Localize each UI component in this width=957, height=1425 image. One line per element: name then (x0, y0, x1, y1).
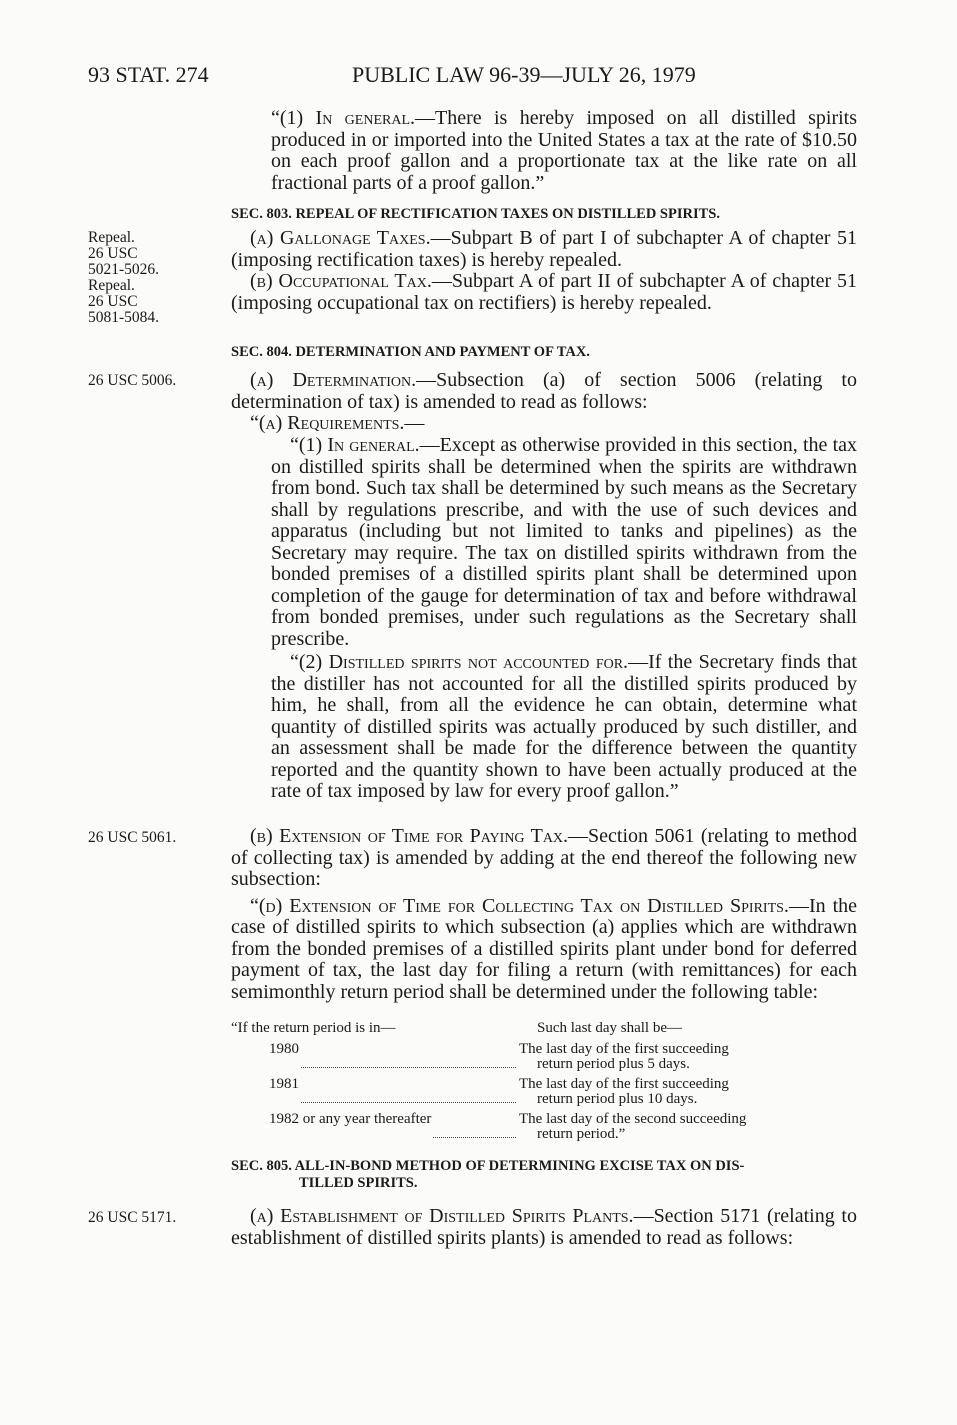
margin-note-usc: 26 USC (88, 293, 138, 310)
paragraph-lead: (a) Determination. (250, 369, 417, 391)
statute-page-number: 93 STAT. 274 (88, 62, 209, 87)
section-heading: SEC. 803. REPEAL OF RECTIFICATION TAXES ON DISTILLED SPIRITS. (231, 206, 720, 222)
section-803-b (231, 271, 857, 314)
table-cell-year: 1981 (269, 1076, 299, 1092)
section-804-a-1 (271, 435, 857, 803)
table-cell-rule: The last day of the second succeeding (519, 1111, 747, 1127)
paragraph-lead: “(2) Distilled spirits not accounted for. (290, 651, 629, 673)
table-cell-rule: The last day of the first succeeding (519, 1076, 729, 1092)
section-heading-cont: TILLED SPIRITS. (299, 1175, 418, 1191)
table-cell-year: 1982 or any year thereafter (269, 1111, 432, 1127)
section-803-a (231, 228, 857, 271)
section-804-a (231, 370, 857, 435)
table-cell-rule: The last day of the first succeeding (519, 1041, 729, 1057)
section-805-heading (231, 1158, 857, 1192)
paragraph-text: —Subpart B of part I of subchapter A of chapter 51 (imposing rectification taxes) is hereby repealed. (231, 227, 857, 271)
table-row (231, 1042, 857, 1072)
table-cell-year: 1980 (269, 1041, 299, 1057)
table-cell-rule-cont: return period.” (537, 1126, 626, 1142)
section-803-heading (231, 206, 857, 223)
return-period-table (231, 1020, 857, 1142)
section-804-b (231, 826, 857, 1003)
table-header-period: “If the return period is in— (231, 1020, 396, 1036)
paragraph-text: —In the case of distilled spirits to which subsection (a) applies which are withdrawn from the bonded premises of a distilled spirits plant under bond for deferred payment of tax, the last day for filing a return (with remittances) for each semimonthly return period shall be determined under the following table: (231, 894, 858, 1003)
table-row (231, 1112, 857, 1142)
section-804-heading (231, 344, 857, 361)
table-cell-rule-cont: return period plus 5 days. (537, 1056, 690, 1072)
paragraph-lead: “(a) Requirements. (250, 412, 405, 434)
section-heading: SEC. 804. DETERMINATION AND PAYMENT OF TAX. (231, 344, 590, 360)
paragraph-text: —There is hereby imposed on all distilled spirits produced in or imported into the United States a tax at the rate of $10.50 on each proof gallon and a proportionate tax at the like rate on all fractional parts of a proof gallon.” (271, 107, 857, 194)
paragraph-in-general (271, 108, 857, 194)
margin-note-section-range: 5081-5084. (88, 309, 160, 326)
table-row (231, 1077, 857, 1107)
paragraph-text: —Section 5061 (relating to method of collecting tax) is amended by adding at the end thereof the following new subsection: (231, 825, 857, 890)
margin-note-repeal: Repeal. (88, 229, 135, 246)
table-header-last-day: Such last day shall be— (537, 1020, 682, 1036)
paragraph-text: —Except as otherwise provided in this section, the tax on distilled spirits shall be determined when the spirits are withdrawn from bond. Such tax shall be determined by such means as the Secretary shall by regulations prescribe, and with the use of such devices and apparatus (including but not limited to tanks and pipelines) as the Secretary may require. The tax on distilled spirits withdrawn from the bonded premises of a distilled spirits plant shall be determined upon completion of the gauge for determination of tax and before withdrawal from bonded premises, under such regulations as the Secretary shall prescribe. (271, 434, 857, 650)
paragraph-text: —Section 5171 (relating to establishment of distilled spirits plants) is amended to read as follows: (231, 1205, 857, 1249)
margin-note-usc-5171: 26 USC 5171. (88, 1209, 177, 1226)
paragraph-lead: “(d) Extension of Time for Collecting Tax on Distilled Spirits. (250, 894, 789, 917)
paragraph-text: —If the Secretary finds that the distiller has not accounted for all the distilled spirits produced by him, he shall, from all the evidence he can obtain, determine what quantity of distilled spirits was actually produced by such distiller, and an assessment shall be made for the difference between the quantity reported and the quantity shown to have been actually produced at the rate of tax imposed by law for every proof gallon.” (271, 651, 857, 802)
section-heading: SEC. 805. ALL-IN-BOND METHOD OF DETERMINING EXCISE TAX ON DIS- (231, 1158, 745, 1174)
paragraph-lead: (b) Extension of Time for Paying Tax. (250, 825, 569, 847)
margin-note-usc-5061: 26 USC 5061. (88, 829, 177, 846)
paragraph-lead: (a) Establishment of Distilled Spirits Plants. (250, 1205, 634, 1227)
paragraph-lead: “(1) In general. (290, 434, 420, 456)
paragraph-lead: (b) Occupational Tax. (250, 270, 432, 292)
margin-note-section-range: 5021-5026. (88, 261, 160, 278)
margin-note-usc: 26 USC (88, 245, 138, 262)
table-cell-rule-cont: return period plus 10 days. (537, 1091, 698, 1107)
section-805-a (231, 1206, 857, 1249)
margin-note-repeal: Repeal. (88, 277, 135, 294)
paragraph-lead: (a) Gallonage Taxes. (250, 227, 431, 249)
margin-note-usc-5006: 26 USC 5006. (88, 372, 177, 389)
paragraph-text: —Subpart A of part II of subchapter A of chapter 51 (imposing occupational tax on rectifiers) is hereby repealed. (231, 270, 857, 314)
paragraph-text: — (404, 412, 425, 434)
paragraph-lead: “(1) In general. (271, 107, 416, 129)
running-title: PUBLIC LAW 96-39—JULY 26, 1979 (352, 62, 696, 87)
table-header (231, 1020, 857, 1037)
paragraph-text: —Subsection (a) of section 5006 (relating to determination of tax) is amended to read as follows: (231, 369, 857, 413)
